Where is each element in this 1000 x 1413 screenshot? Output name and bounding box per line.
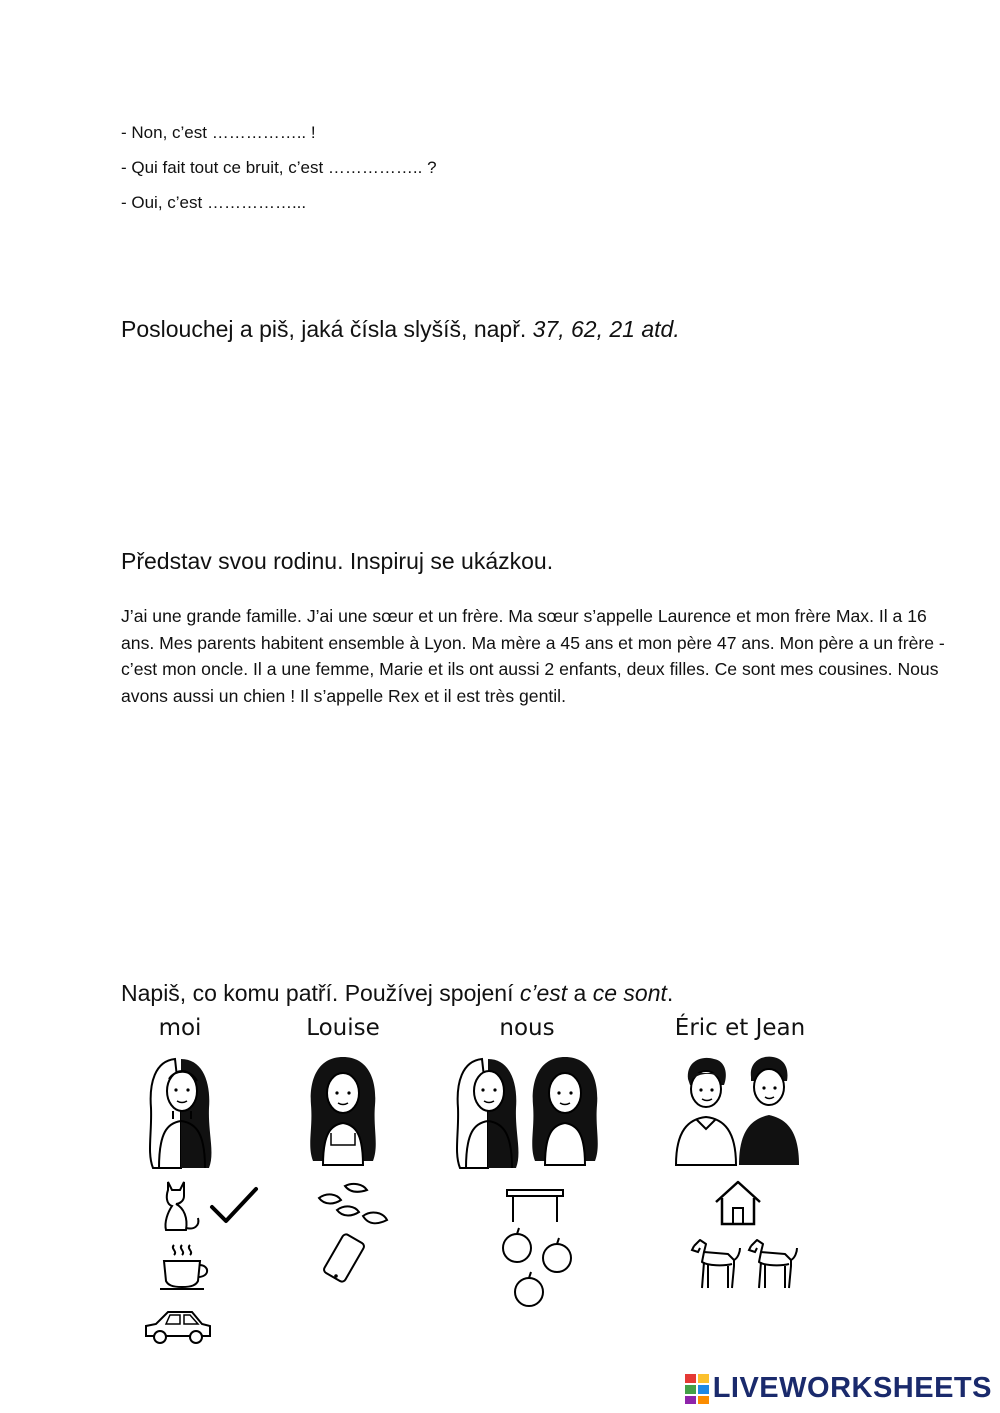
dialogue-line-2: - Qui fait tout ce bruit, c’est …………….. ? <box>121 158 437 177</box>
family-instruction: Představ svou rodinu. Inspiruj se ukázkou. <box>121 548 554 574</box>
dialogue-line-3: - Oui, c’est ……………... <box>121 193 307 212</box>
apples-icon <box>495 1226 580 1311</box>
croissants-icon <box>315 1180 393 1238</box>
checkmark-icon <box>208 1185 260 1227</box>
family-sample-paragraph: J’ai une grande famille. J’ai une sœur et un frère. Ma sœur s’appelle Laurence et mon frère Max. Il a 16 ans. Mes parents habitent ensemble à Lyon. Ma mère a 45 ans et mon père 47 ans. Mon père a un frère - c’est mon oncle. Il a une femme, Marie et ils ont aussi 2 enfants, deux filles. Ce sont mes cousines. Nous avons aussi un chien ! Il s’appelle Rex et il est très gentil. <box>121 606 945 706</box>
listen-instruction <box>121 316 680 343</box>
smartphone-icon <box>318 1232 374 1288</box>
belongs-suffix: . <box>666 980 674 1006</box>
table-icon <box>503 1186 568 1226</box>
belongs-middle: a <box>567 980 593 1006</box>
woman-dark-hair-icon <box>303 1053 383 1168</box>
car-icon <box>142 1306 214 1346</box>
logo-blocks-icon <box>685 1374 709 1404</box>
belongs-prefix: Napiš, co komu patří. Používej spojení <box>121 980 520 1006</box>
belongs-term-cesont: ce sont <box>592 980 667 1006</box>
house-icon <box>712 1178 764 1228</box>
column-label-nous: nous <box>499 1015 555 1041</box>
woman-long-hair-icon <box>145 1053 220 1171</box>
dog-icon <box>688 1236 744 1292</box>
listen-text: Poslouchej a piš, jaká čísla slyšíš, např. <box>121 316 533 342</box>
man-dark-sweater-icon <box>737 1053 801 1168</box>
belongs-instruction <box>121 980 673 1007</box>
coffee-cup-icon <box>158 1243 213 1291</box>
man-light-sweater-icon <box>672 1053 740 1168</box>
cat-icon <box>158 1178 206 1234</box>
woman-dark-hair-icon <box>525 1053 605 1168</box>
column-label-eric-et-jean: Éric et Jean <box>674 1015 806 1041</box>
column-label-louise: Louise <box>306 1015 380 1041</box>
logo-text: LIVEWORKSHEETS <box>712 1372 992 1404</box>
column-label-moi: moi <box>158 1015 202 1041</box>
dog-icon <box>745 1236 801 1292</box>
liveworksheets-logo <box>685 1372 992 1405</box>
dialogue-line-1: - Non, c’est …………….. ! <box>121 123 316 142</box>
belongs-term-cest: c’est <box>519 980 568 1006</box>
woman-long-hair-icon <box>452 1053 527 1171</box>
listen-example: 37, 62, 21 atd. <box>532 316 680 342</box>
